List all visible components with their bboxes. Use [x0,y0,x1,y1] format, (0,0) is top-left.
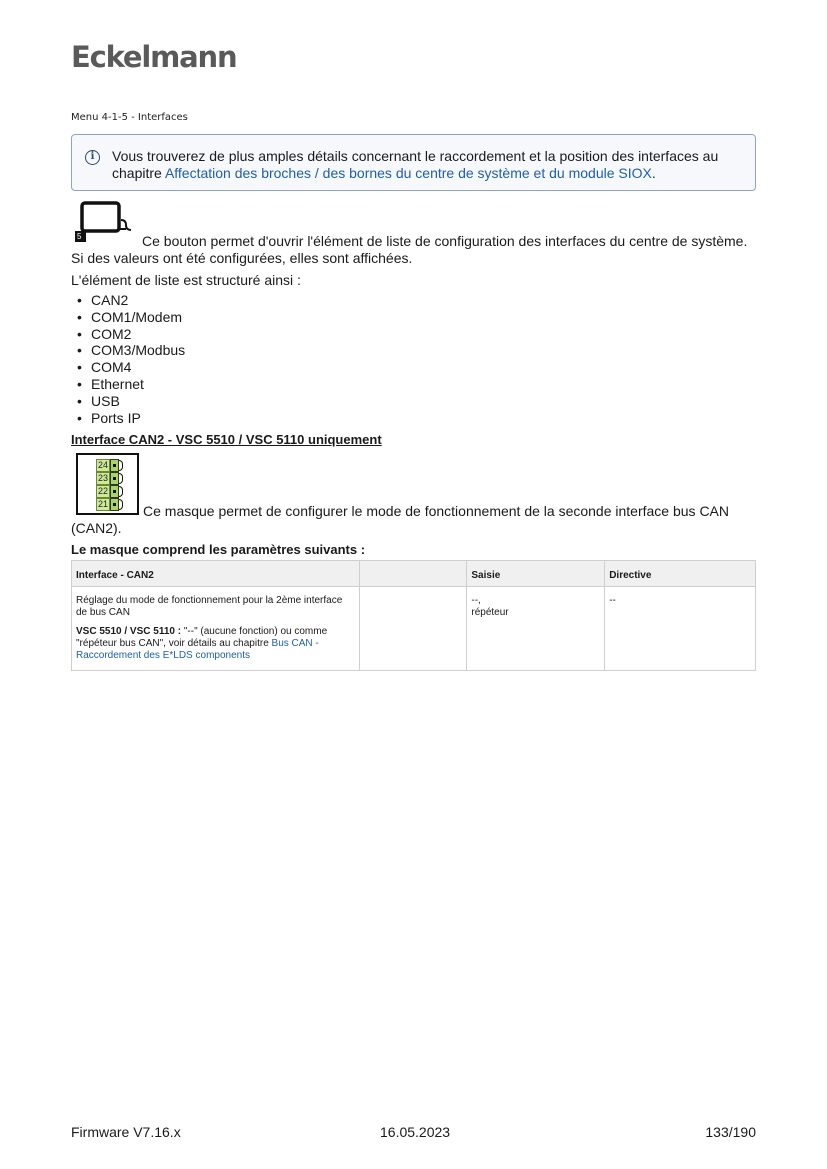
params-table [71,560,756,671]
col-header-saisie: Saisie [467,561,605,587]
footer-page-number: 133/190 [705,1124,756,1140]
info-text: Vous trouverez de plus amples détails concernant le raccordement et la position des interfaces au chapitre Affectation des broches / des bornes du centre de système et du module SIOX. [112,148,719,181]
col-header-empty [359,561,467,587]
structure-list [77,292,185,426]
params-title: Le masque comprend les paramètres suivants : [71,542,366,557]
list-item: • COM1/Modem [77,309,185,326]
structure-intro: L'élément de liste est structuré ainsi : [71,272,301,288]
bus-can-link[interactable]: Bus CAN - Raccordement des E*LDS components [76,638,319,661]
param-description: Réglage du mode de fonctionnement pour la 2ème interface de bus CAN [76,595,343,618]
footer-date: 16.05.2023 [380,1124,451,1140]
list-item: • COM4 [77,359,185,376]
list-item: • COM3/Modbus [77,342,185,359]
list-item: • USB [77,393,185,410]
terminal-block-icon [76,453,139,515]
pin-assignment-link[interactable]: Affectation des broches / des bornes du centre de système et du module SIOX [164,165,652,181]
mask-desc-line2: (CAN2). [71,520,122,536]
section-title: Interface CAN2 - VSC 5510 / VSC 5110 uniquement [71,432,382,447]
param-detail: VSC 5510 / VSC 5110 : "--" (aucune fonction) ou comme "répéteur bus CAN", voir détails au chapitre Bus CAN - Raccordement des E*LDS components [76,626,328,661]
table-header-row [72,561,756,587]
list-item: • Ethernet [77,376,185,393]
cell-directive: -- [605,587,756,671]
button-desc-line1: Ce bouton permet d'ouvrir l'élément de liste de configuration des interfaces du centre de système. [142,233,748,249]
list-item: • CAN2 [77,292,185,309]
cell-empty [359,587,467,671]
interfaces-button-icon [71,200,135,244]
col-header-interface: Interface - CAN2 [72,561,360,587]
footer-firmware: Firmware V7.16.x [71,1124,181,1140]
cell-saisie: --, répéteur [467,587,605,671]
list-item: • Ports IP [77,410,185,427]
terminal-24: 24 [96,459,124,472]
menu-label: Menu 4-1-5 - Interfaces [71,112,188,123]
company-logo: Eckelmann [71,40,237,74]
col-header-directive: Directive [605,561,756,587]
menu-badge: 5 [77,232,82,241]
terminal-22: 22 [96,485,124,498]
cell-description [72,587,360,671]
info-icon: i [85,150,100,165]
button-desc-line2: Si des valeurs ont été configurées, elles sont affichées. [71,250,413,266]
table-row [72,587,756,671]
mask-desc-line1: Ce masque permet de configurer le mode de fonctionnement de la seconde interface bus CAN [143,503,730,519]
terminal-21: 21 [96,498,124,511]
list-item: • COM2 [77,326,185,343]
info-box [71,134,756,191]
terminal-23: 23 [96,472,124,485]
